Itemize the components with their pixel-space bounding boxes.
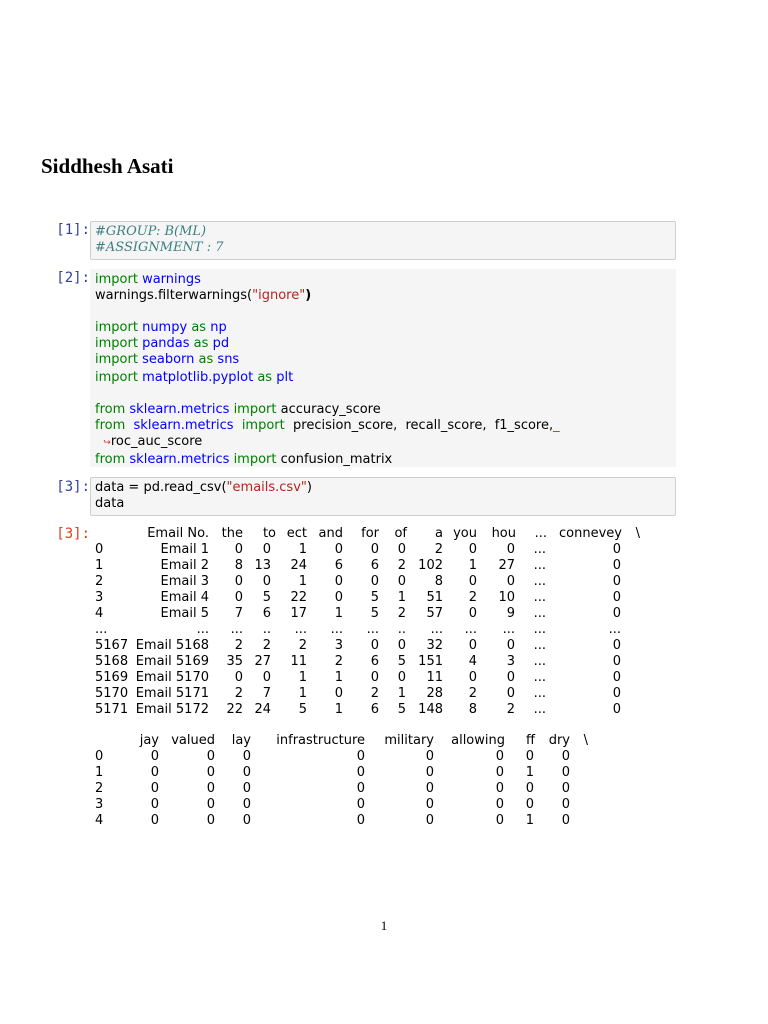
table-cell: 1 bbox=[298, 542, 307, 557]
table-cell: 5 bbox=[370, 590, 379, 605]
cell-2-prompt: [2]: bbox=[56, 270, 90, 286]
code-line bbox=[95, 434, 671, 450]
table-cell: ... bbox=[196, 622, 209, 637]
table-row bbox=[95, 686, 655, 702]
table-cell: 6 bbox=[262, 606, 271, 621]
code-line bbox=[95, 336, 671, 352]
table-cell: 0 bbox=[234, 574, 243, 589]
table-cell: 1 bbox=[397, 686, 406, 701]
table-cell: Email 5170 bbox=[135, 670, 209, 685]
table-cell: 11 bbox=[290, 654, 307, 669]
row-index: 2 bbox=[95, 781, 104, 796]
table-cell: 2 bbox=[262, 638, 271, 653]
table-cell: 0 bbox=[612, 590, 621, 605]
table-cell: 2 bbox=[506, 702, 515, 717]
cell-1-prompt: [1]: bbox=[56, 222, 90, 238]
table-cell: 0 bbox=[612, 638, 621, 653]
table-cell: 0 bbox=[468, 542, 477, 557]
code-line: from sklearn.metrics import precision_score, recall_score, f1_score,​_ bbox=[95, 418, 560, 433]
table-cell: 0 bbox=[495, 781, 504, 796]
keyword: as bbox=[257, 370, 273, 385]
table-cell: Email 5168 bbox=[135, 638, 209, 653]
table-cell: 0 bbox=[612, 686, 621, 701]
table-cell: ... bbox=[294, 622, 307, 637]
table-header-row bbox=[95, 526, 655, 542]
table-cell: ... bbox=[533, 702, 546, 717]
code-line bbox=[95, 452, 671, 468]
table-cell: 0 bbox=[206, 797, 215, 812]
table-cell: 0 bbox=[612, 606, 621, 621]
keyword: from bbox=[95, 418, 126, 433]
row-index: 4 bbox=[95, 606, 104, 621]
page-number: 1 bbox=[380, 918, 388, 933]
table-cell: 0 bbox=[206, 749, 215, 764]
column-header: valued bbox=[171, 733, 215, 748]
alias: sns bbox=[217, 352, 240, 367]
table-cell: 5 bbox=[370, 606, 379, 621]
table-cell: 0 bbox=[262, 574, 271, 589]
code-cell-2[interactable] bbox=[90, 269, 676, 467]
column-header: to bbox=[262, 526, 276, 541]
table-cell: 0 bbox=[525, 781, 534, 796]
module: numpy bbox=[142, 320, 188, 335]
table-cell: 0 bbox=[356, 749, 365, 764]
table-cell: 2 bbox=[434, 542, 443, 557]
table-cell: 2 bbox=[370, 686, 379, 701]
table-cell: 13 bbox=[254, 558, 271, 573]
table-cell: 0 bbox=[495, 749, 504, 764]
keyword: from bbox=[95, 452, 126, 467]
table-cell: 0 bbox=[334, 542, 343, 557]
table-cell: 0 bbox=[468, 638, 477, 653]
table-row bbox=[95, 654, 655, 670]
table-row bbox=[95, 542, 655, 558]
table-cell: 1 bbox=[334, 702, 343, 717]
table-cell: 1 bbox=[334, 670, 343, 685]
table-cell: 3 bbox=[506, 654, 515, 669]
table-cell: ... bbox=[533, 542, 546, 557]
table-cell: ... bbox=[533, 558, 546, 573]
code-line bbox=[95, 352, 671, 368]
table-cell: 0 bbox=[425, 781, 434, 796]
table-cell: 24 bbox=[254, 702, 271, 717]
table-cell: 0 bbox=[397, 542, 406, 557]
cell-3-prompt: [3]: bbox=[56, 479, 90, 495]
code-token: ) bbox=[305, 288, 312, 303]
code-line bbox=[95, 480, 671, 496]
table-cell: 24 bbox=[290, 558, 307, 573]
table-cell: ... bbox=[502, 622, 515, 637]
table-cell: Email 4 bbox=[160, 590, 209, 605]
table-cell: 1 bbox=[525, 765, 534, 780]
code-cell-3[interactable] bbox=[90, 477, 676, 516]
table-cell: 0 bbox=[506, 574, 515, 589]
table-cell: 0 bbox=[495, 765, 504, 780]
column-header: dry bbox=[548, 733, 570, 748]
row-index: 3 bbox=[95, 797, 104, 812]
table-cell: 0 bbox=[397, 638, 406, 653]
column-header: lay bbox=[231, 733, 251, 748]
row-index: 2 bbox=[95, 574, 104, 589]
table-row bbox=[95, 797, 615, 813]
table-cell: 0 bbox=[561, 813, 570, 828]
table-cell: Email 5 bbox=[160, 606, 209, 621]
row-index: 1 bbox=[95, 765, 104, 780]
row-index: 0 bbox=[95, 542, 104, 557]
table-cell: 0 bbox=[206, 765, 215, 780]
code-token: filterwarnings( bbox=[157, 288, 253, 303]
table-cell: 6 bbox=[370, 654, 379, 669]
table-cell: 0 bbox=[206, 781, 215, 796]
table-cell: 102 bbox=[418, 558, 443, 573]
table-cell: ... bbox=[533, 670, 546, 685]
column-header: for bbox=[361, 526, 379, 541]
row-index: 5168 bbox=[95, 654, 129, 669]
table-cell: 10 bbox=[498, 590, 515, 605]
table-cell: 0 bbox=[242, 765, 251, 780]
table-row bbox=[95, 781, 615, 797]
table-cell: 0 bbox=[356, 813, 365, 828]
table-cell: 1 bbox=[298, 574, 307, 589]
table-cell: 0 bbox=[495, 813, 504, 828]
table-cell: 1 bbox=[397, 590, 406, 605]
table-cell: 0 bbox=[150, 749, 159, 764]
module: sklearn.metrics bbox=[133, 418, 234, 433]
table-cell: 0 bbox=[242, 797, 251, 812]
table-cell: 0 bbox=[150, 765, 159, 780]
row-index: ... bbox=[95, 622, 108, 637]
table-cell: 0 bbox=[150, 797, 159, 812]
table-cell: 0 bbox=[612, 558, 621, 573]
keyword: as bbox=[198, 352, 214, 367]
table-cell: 0 bbox=[525, 749, 534, 764]
keyword: import bbox=[233, 402, 277, 417]
table-cell: Email 2 bbox=[160, 558, 209, 573]
table-cell: 11 bbox=[426, 670, 443, 685]
code-token: ) bbox=[306, 480, 312, 495]
table-cell: 0 bbox=[242, 781, 251, 796]
row-index: 5171 bbox=[95, 702, 129, 717]
table-cell: 3 bbox=[334, 638, 343, 653]
table-cell: 0 bbox=[612, 670, 621, 685]
table-cell: 22 bbox=[226, 702, 243, 717]
keyword: import bbox=[95, 336, 138, 351]
code-cell-1[interactable] bbox=[90, 221, 676, 260]
table-cell: 0 bbox=[334, 574, 343, 589]
table-cell: ... bbox=[533, 686, 546, 701]
table-cell: 0 bbox=[356, 797, 365, 812]
code-line: data bbox=[95, 496, 125, 511]
module: sklearn.metrics bbox=[129, 402, 230, 417]
alias: plt bbox=[276, 370, 294, 385]
table-cell: 0 bbox=[370, 542, 379, 557]
column-header: jay bbox=[139, 733, 159, 748]
table-cell: 0 bbox=[334, 686, 343, 701]
alias: np bbox=[210, 320, 227, 335]
code-token: warnings. bbox=[95, 288, 158, 303]
keyword: import bbox=[95, 370, 138, 385]
table-cell: 0 bbox=[397, 670, 406, 685]
code-token: precision_score, recall_score, f1_score, bbox=[293, 418, 554, 433]
code-line bbox=[95, 320, 671, 336]
keyword: import bbox=[95, 320, 138, 335]
table-cell: 0 bbox=[425, 765, 434, 780]
table-cell: 0 bbox=[561, 797, 570, 812]
column-header: of bbox=[394, 526, 407, 541]
string-literal: "emails.csv" bbox=[226, 480, 307, 495]
row-index: 4 bbox=[95, 813, 104, 828]
table-row bbox=[95, 590, 655, 606]
table-cell: 28 bbox=[426, 686, 443, 701]
code-token: confusion_matrix bbox=[280, 452, 393, 467]
column-header: \ bbox=[583, 733, 588, 748]
table-cell: ... bbox=[533, 622, 546, 637]
keyword: import bbox=[233, 452, 277, 467]
keyword: as bbox=[191, 320, 207, 335]
keyword: from bbox=[95, 402, 126, 417]
table-cell: ... bbox=[330, 622, 343, 637]
string-literal: "ignore" bbox=[252, 288, 306, 303]
table-cell: 0 bbox=[370, 574, 379, 589]
table-row bbox=[95, 574, 655, 590]
keyword: as bbox=[193, 336, 209, 351]
table-cell: 0 bbox=[612, 702, 621, 717]
dataframe-output-1 bbox=[95, 526, 655, 718]
table-cell: 0 bbox=[425, 749, 434, 764]
table-cell: 2 bbox=[468, 590, 477, 605]
table-cell: 0 bbox=[612, 574, 621, 589]
code-line bbox=[95, 402, 671, 418]
column-header: ... bbox=[534, 526, 547, 541]
table-cell: 32 bbox=[426, 638, 443, 653]
row-index: 1 bbox=[95, 558, 104, 573]
table-cell: 0 bbox=[612, 542, 621, 557]
column-header: ff bbox=[526, 733, 535, 748]
table-cell: 0 bbox=[468, 606, 477, 621]
table-cell: 0 bbox=[495, 797, 504, 812]
table-cell: 6 bbox=[370, 702, 379, 717]
column-header: connevey bbox=[559, 526, 622, 541]
table-cell: 0 bbox=[425, 797, 434, 812]
table-cell: 1 bbox=[334, 606, 343, 621]
column-header: the bbox=[221, 526, 243, 541]
table-cell: 0 bbox=[370, 638, 379, 653]
table-cell: 8 bbox=[234, 558, 243, 573]
table-cell: 35 bbox=[226, 654, 243, 669]
module: pandas bbox=[142, 336, 190, 351]
table-cell: ... bbox=[533, 574, 546, 589]
table-cell: 1 bbox=[298, 670, 307, 685]
column-header: military bbox=[384, 733, 434, 748]
table-cell: 0 bbox=[356, 781, 365, 796]
table-cell: 9 bbox=[506, 606, 515, 621]
table-cell: 2 bbox=[468, 686, 477, 701]
table-row bbox=[95, 702, 655, 718]
column-header: you bbox=[453, 526, 477, 541]
column-header: Email No. bbox=[147, 526, 209, 541]
table-cell: .. bbox=[397, 622, 406, 637]
code-line bbox=[95, 370, 671, 386]
table-cell: 0 bbox=[356, 765, 365, 780]
table-cell: Email 5172 bbox=[135, 702, 209, 717]
row-index: 5169 bbox=[95, 670, 129, 685]
table-cell: ... bbox=[608, 622, 621, 637]
table-cell: 0 bbox=[468, 574, 477, 589]
table-cell: 6 bbox=[370, 558, 379, 573]
table-cell: 2 bbox=[234, 686, 243, 701]
code-line bbox=[95, 288, 671, 304]
row-index: 3 bbox=[95, 590, 104, 605]
table-cell: ... bbox=[366, 622, 379, 637]
table-cell: 0 bbox=[242, 813, 251, 828]
table-cell: Email 5169 bbox=[135, 654, 209, 669]
table-cell: 148 bbox=[418, 702, 443, 717]
table-row bbox=[95, 749, 615, 765]
table-cell: 0 bbox=[506, 638, 515, 653]
table-cell: ... bbox=[533, 654, 546, 669]
module: sklearn.metrics bbox=[129, 452, 230, 467]
table-cell: 0 bbox=[150, 813, 159, 828]
keyword: import bbox=[95, 272, 138, 287]
table-cell: 0 bbox=[242, 749, 251, 764]
row-index: 0 bbox=[95, 749, 104, 764]
table-cell: 0 bbox=[506, 670, 515, 685]
table-cell: 0 bbox=[234, 542, 243, 557]
line-wrap-icon: ↪ bbox=[103, 438, 111, 448]
table-cell: 151 bbox=[418, 654, 443, 669]
table-cell: 0 bbox=[262, 670, 271, 685]
table-cell: ... bbox=[430, 622, 443, 637]
table-header-row bbox=[95, 733, 615, 749]
code-line bbox=[95, 272, 671, 288]
alias: pd bbox=[212, 336, 230, 351]
author-name: Siddhesh Asati bbox=[41, 154, 174, 178]
code-line: #ASSIGNMENT : 7 bbox=[95, 240, 224, 255]
table-cell: 0 bbox=[334, 590, 343, 605]
table-row bbox=[95, 813, 615, 829]
table-cell: 2 bbox=[397, 606, 406, 621]
table-cell: 27 bbox=[254, 654, 271, 669]
table-cell: 22 bbox=[290, 590, 307, 605]
table-cell: ... bbox=[533, 638, 546, 653]
dataframe-output-2 bbox=[95, 733, 615, 829]
table-cell: 0 bbox=[468, 670, 477, 685]
code-token: roc_auc_score bbox=[110, 434, 203, 449]
table-cell: 2 bbox=[234, 638, 243, 653]
table-row bbox=[95, 606, 655, 622]
table-cell: 0 bbox=[612, 654, 621, 669]
table-cell: 0 bbox=[370, 670, 379, 685]
table-cell: 6 bbox=[334, 558, 343, 573]
table-cell: 2 bbox=[334, 654, 343, 669]
column-header: a bbox=[435, 526, 443, 541]
table-cell: .. bbox=[262, 622, 271, 637]
table-cell: 5 bbox=[298, 702, 307, 717]
code-line: #GROUP: B(ML) bbox=[95, 224, 207, 239]
table-cell: ... bbox=[533, 606, 546, 621]
column-header: hou bbox=[491, 526, 516, 541]
table-row bbox=[95, 670, 655, 686]
table-cell: 17 bbox=[290, 606, 307, 621]
table-cell: 0 bbox=[150, 781, 159, 796]
table-cell: 1 bbox=[298, 686, 307, 701]
table-cell: 8 bbox=[434, 574, 443, 589]
table-cell: 0 bbox=[234, 590, 243, 605]
table-cell: ... bbox=[533, 590, 546, 605]
table-row bbox=[95, 765, 615, 781]
table-cell: 7 bbox=[234, 606, 243, 621]
module: seaborn bbox=[142, 352, 195, 367]
table-row bbox=[95, 622, 655, 638]
table-row bbox=[95, 558, 655, 574]
table-cell: 0 bbox=[525, 797, 534, 812]
table-cell: ... bbox=[464, 622, 477, 637]
table-cell: 5 bbox=[397, 654, 406, 669]
table-cell: 8 bbox=[468, 702, 477, 717]
column-header: \ bbox=[635, 526, 640, 541]
module: warnings bbox=[142, 272, 201, 287]
table-cell: 2 bbox=[298, 638, 307, 653]
table-cell: Email 1 bbox=[160, 542, 209, 557]
keyword: import bbox=[241, 418, 285, 433]
table-cell: 7 bbox=[262, 686, 271, 701]
keyword: import bbox=[95, 352, 138, 367]
table-cell: 0 bbox=[561, 749, 570, 764]
column-header: ect bbox=[286, 526, 307, 541]
table-cell: 57 bbox=[426, 606, 443, 621]
table-cell: 0 bbox=[234, 670, 243, 685]
table-cell: 0 bbox=[506, 686, 515, 701]
table-cell: 0 bbox=[397, 574, 406, 589]
table-cell: 5 bbox=[262, 590, 271, 605]
table-cell: 0 bbox=[425, 813, 434, 828]
column-header: allowing bbox=[451, 733, 505, 748]
table-cell: 0 bbox=[206, 813, 215, 828]
table-cell: 0 bbox=[561, 765, 570, 780]
table-cell: 0 bbox=[262, 542, 271, 557]
table-cell: 4 bbox=[468, 654, 477, 669]
table-cell: 1 bbox=[525, 813, 534, 828]
table-cell: 0 bbox=[506, 542, 515, 557]
column-header: and bbox=[318, 526, 343, 541]
table-cell: 51 bbox=[426, 590, 443, 605]
column-header: infrastructure bbox=[276, 733, 365, 748]
table-cell: 1 bbox=[468, 558, 477, 573]
row-index: 5167 bbox=[95, 638, 129, 653]
table-cell: 5 bbox=[397, 702, 406, 717]
output-prompt: [3]: bbox=[56, 526, 90, 542]
table-cell: ... bbox=[230, 622, 243, 637]
table-cell: Email 3 bbox=[160, 574, 209, 589]
code-token: data = pd.read_csv( bbox=[95, 480, 227, 495]
table-cell: 2 bbox=[397, 558, 406, 573]
table-cell: 27 bbox=[498, 558, 515, 573]
module: matplotlib.pyplot bbox=[142, 370, 254, 385]
table-cell: Email 5171 bbox=[135, 686, 209, 701]
row-index: 5170 bbox=[95, 686, 129, 701]
table-row bbox=[95, 638, 655, 654]
table-cell: 0 bbox=[561, 781, 570, 796]
code-token: accuracy_score bbox=[280, 402, 381, 417]
